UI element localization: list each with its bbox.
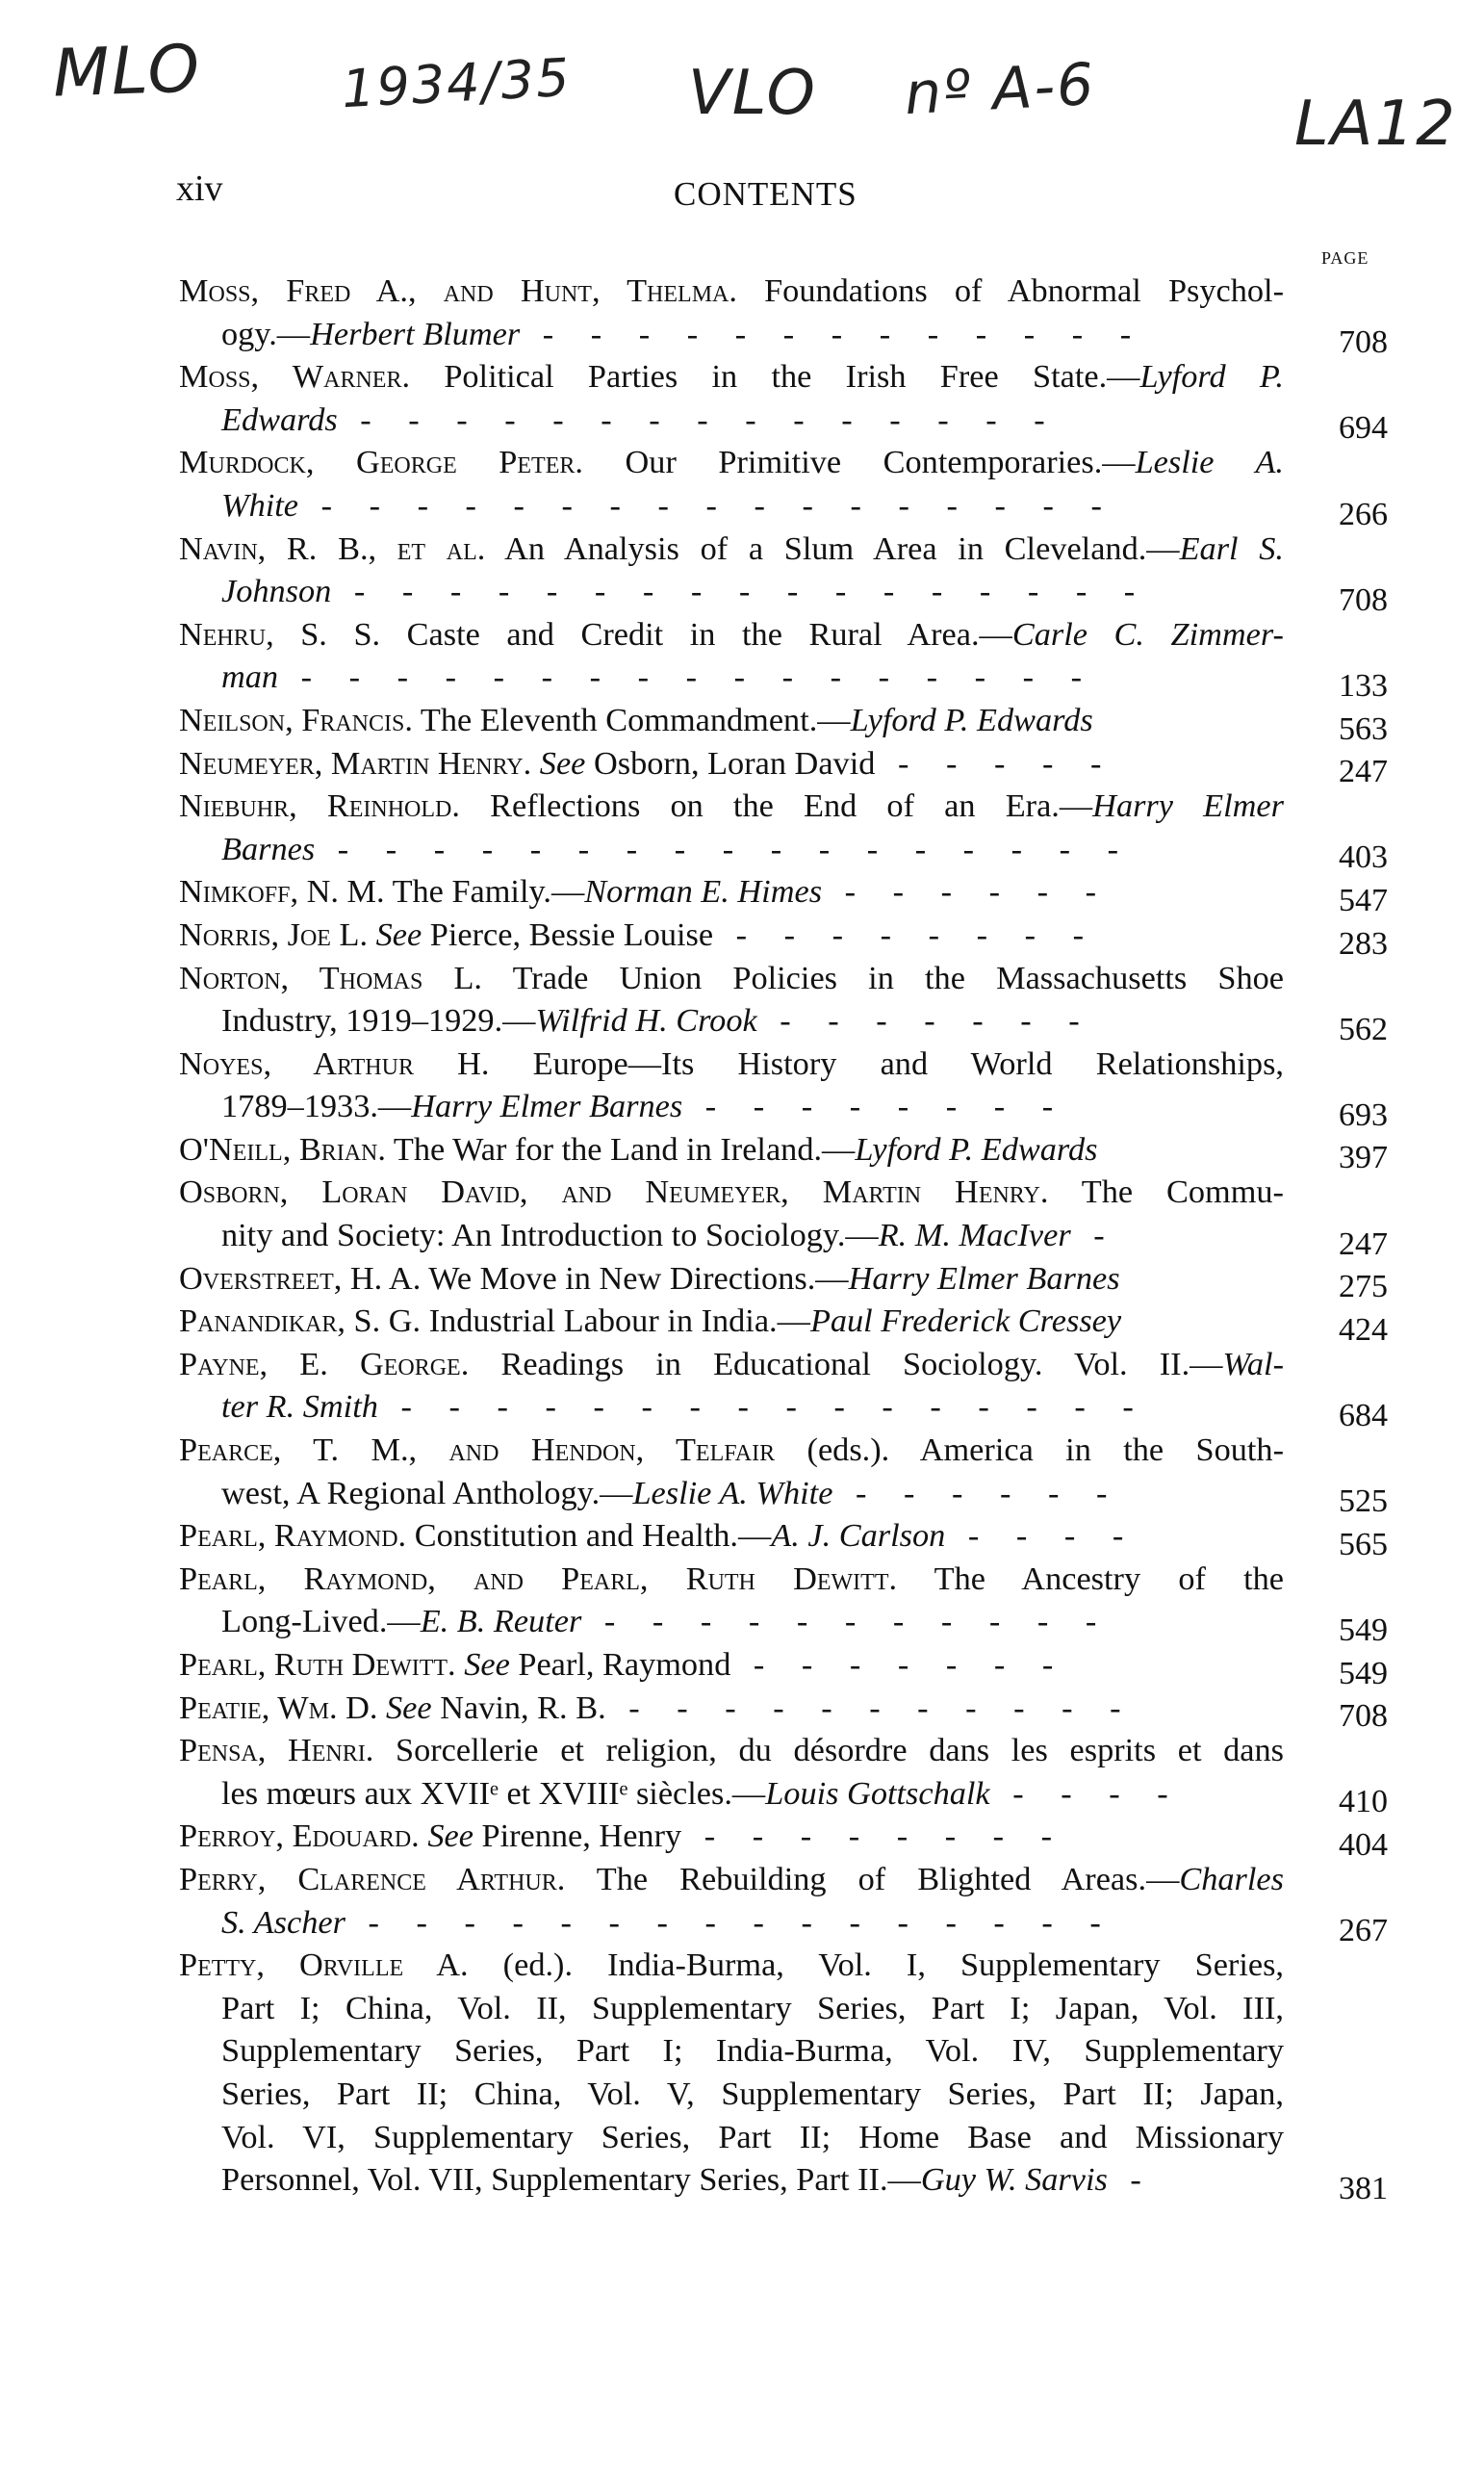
entry-page-number: 247 xyxy=(1339,1225,1388,1262)
entry-line xyxy=(179,1687,1284,1730)
entry-line xyxy=(179,957,1284,1000)
entry-author: Murdock, George Peter. xyxy=(179,444,583,481)
leader-dashes: - - - - - - - - - - - - - - - - - xyxy=(331,573,1150,610)
leader-dashes: - - - - - - - xyxy=(730,1646,1068,1683)
leader-dashes: - xyxy=(1070,1217,1119,1254)
entry-reviewer: See xyxy=(531,744,586,782)
entry-reviewer: Edwards xyxy=(221,400,338,438)
contents-entry xyxy=(179,742,1388,790)
contents-entry xyxy=(179,1815,1388,1863)
entry-line xyxy=(179,1987,1284,2030)
entry-author: Norris, Joe L. xyxy=(179,915,369,953)
entry-reviewer: Herbert Blumer xyxy=(310,315,521,352)
entry-title: Pierce, Bessie Louise xyxy=(422,915,714,953)
leader-dashes: - - - - - - - - - - - - - - - - xyxy=(377,1388,1148,1426)
entry-text xyxy=(179,270,1284,355)
entry-author: Nehru, S. S. xyxy=(179,615,381,653)
entry-text xyxy=(179,355,1284,441)
leader-dashes: - - - - - - - - xyxy=(681,1818,1067,1855)
entry-line xyxy=(179,1558,1284,1601)
entry-title: Vol. VI, Supplementary Series, Part II; Home Base and Missionary xyxy=(221,2118,1284,2155)
entry-line xyxy=(179,570,1284,613)
entry-reviewer: Paul Frederick Cressey xyxy=(809,1302,1122,1340)
entry-line xyxy=(179,999,1284,1043)
entry-title: Our Primitive Contemporaries.— xyxy=(582,444,1136,481)
entry-line xyxy=(179,1085,1284,1128)
entry-title: Pearl, Raymond xyxy=(509,1646,731,1683)
entry-reviewer: See xyxy=(368,915,422,953)
contents-entry xyxy=(179,870,1388,918)
entry-line xyxy=(179,1729,1284,1772)
entry-title: The War for the Land in Ireland.— xyxy=(385,1130,856,1168)
entry-page-number: 565 xyxy=(1339,1526,1388,1562)
entry-line xyxy=(179,1772,1284,1816)
entry-page-number: 563 xyxy=(1339,710,1388,747)
leader-dashes: - - - - - - - - - - - - - - - xyxy=(337,400,1060,438)
entry-title: Part I; China, Vol. II, Supplementary Series, Part I; Japan, Vol. III, xyxy=(221,1989,1284,2026)
entry-author: Pearl, Raymond. xyxy=(179,1517,407,1555)
entry-reviewer: Barnes xyxy=(221,830,316,867)
leader-dashes: - - - - xyxy=(989,1774,1183,1812)
entry-text xyxy=(179,699,1284,742)
entry-title: We Move in New Directions.— xyxy=(421,1259,849,1297)
entry-page-number: 547 xyxy=(1339,882,1388,918)
page-number: xiv xyxy=(176,168,223,209)
contents-entry xyxy=(179,1429,1388,1520)
entry-text xyxy=(179,1815,1284,1858)
contents-entry xyxy=(179,1171,1388,1262)
entry-title: Industrial Labour in India.— xyxy=(421,1302,810,1340)
entry-reviewer: Harry Elmer xyxy=(1092,787,1284,825)
entry-line xyxy=(179,914,1284,957)
entry-title: Osborn, Loran David xyxy=(585,744,876,782)
entry-title: The Ancestry of the xyxy=(897,1560,1284,1597)
entry-line xyxy=(179,1472,1284,1515)
contents-entry xyxy=(179,785,1388,876)
entry-reviewer: man xyxy=(221,658,279,696)
entry-title: nity and Society: An Introduction to Sociology.— xyxy=(221,1217,879,1254)
contents-entry xyxy=(179,1300,1388,1348)
entry-title: Europe—Its History and World Relationships, xyxy=(489,1044,1284,1082)
entry-text xyxy=(179,1300,1284,1343)
contents-entry xyxy=(179,914,1388,962)
leader-dashes: - - - - - - - - xyxy=(682,1088,1068,1125)
leader-dashes: - - - - - - xyxy=(832,1474,1122,1511)
leader-dashes: - - - - - - xyxy=(822,873,1112,911)
entry-reviewer: Louis Gottschalk xyxy=(765,1774,990,1812)
entry-text xyxy=(179,1343,1284,1429)
entry-line xyxy=(179,2158,1284,2202)
contents-entry xyxy=(179,1858,1388,1949)
entry-reviewer: Charles xyxy=(1179,1860,1284,1897)
entry-page-number: 693 xyxy=(1339,1096,1388,1133)
entry-reviewer: Lyford P. Edwards xyxy=(855,1130,1098,1168)
contents-entry xyxy=(179,699,1388,747)
leader-dashes: - - - - - - - - - - - xyxy=(581,1603,1112,1640)
entry-title: Pirenne, Henry xyxy=(473,1818,682,1855)
entry-text xyxy=(179,1128,1284,1172)
entry-line xyxy=(179,870,1284,914)
leader-dashes: - - - - - xyxy=(875,744,1116,782)
entry-line xyxy=(179,355,1284,399)
entry-page-number: 403 xyxy=(1339,839,1388,876)
entry-text xyxy=(179,1043,1284,1128)
page-column-label: PAGE xyxy=(1321,248,1369,268)
entry-author: Navin, R. B., et al. xyxy=(179,529,486,567)
handwritten-annotation: LA12 xyxy=(1294,89,1457,160)
entry-line xyxy=(179,2116,1284,2159)
entry-author: Moss, Warner. xyxy=(179,358,411,396)
entry-author: Pearl, Ruth Dewitt. xyxy=(179,1646,456,1683)
entry-reviewer: E. B. Reuter xyxy=(420,1603,582,1640)
entry-text xyxy=(179,1944,1284,2202)
entry-author: Perroy, Edouard. xyxy=(179,1818,420,1855)
entry-line xyxy=(179,484,1284,528)
entry-line xyxy=(179,1643,1284,1687)
entry-reviewer: Wilfrid H. Crook xyxy=(535,1002,757,1040)
entry-reviewer: Lyford P. xyxy=(1139,358,1285,396)
entry-title: Personnel, Vol. VII, Supplementary Series, Part II.— xyxy=(221,2161,921,2199)
entry-reviewer: Harry Elmer Barnes xyxy=(848,1259,1120,1297)
entry-page-number: 247 xyxy=(1339,754,1388,790)
entry-author: Norton, Thomas L. xyxy=(179,959,483,996)
entry-line xyxy=(179,699,1284,742)
entry-text xyxy=(179,1171,1284,1256)
contents-entry xyxy=(179,1944,1388,2206)
entry-author: Overstreet, H. A. xyxy=(179,1259,422,1297)
contents-entry xyxy=(179,1343,1388,1434)
entry-line xyxy=(179,528,1284,571)
entry-line xyxy=(179,1171,1284,1214)
entry-line xyxy=(179,1514,1284,1558)
entry-page-number: 708 xyxy=(1339,1698,1388,1735)
entry-text xyxy=(179,1687,1284,1730)
entry-line xyxy=(179,313,1284,356)
entry-reviewer: Norman E. Himes xyxy=(584,873,823,911)
entry-line xyxy=(179,1385,1284,1429)
entry-page-number: 267 xyxy=(1339,1913,1388,1949)
entry-text xyxy=(179,742,1284,786)
entry-reviewer: Leslie A. White xyxy=(632,1474,833,1511)
entry-page-number: 684 xyxy=(1339,1398,1388,1434)
entry-page-number: 381 xyxy=(1339,2170,1388,2206)
handwritten-annotation: VLO xyxy=(688,58,817,129)
leader-dashes: - - - - - - - - xyxy=(713,915,1099,953)
entry-title: Industry, 1919–1929.— xyxy=(221,1002,536,1040)
entry-title: Readings in Educational Sociology. Vol. II.— xyxy=(469,1345,1223,1382)
entry-line xyxy=(179,742,1284,786)
entry-reviewer: Carle C. Zimmer- xyxy=(1011,615,1284,653)
contents-entry xyxy=(179,957,1388,1047)
entry-line xyxy=(179,828,1284,871)
entry-title: 1789–1933.— xyxy=(221,1088,412,1125)
entry-title: Caste and Credit in the Rural Area.— xyxy=(380,615,1012,653)
handwritten-annotation: nº A-6 xyxy=(903,50,1097,129)
leader-dashes: - - - - - - - - - - - - - - - - - xyxy=(315,830,1134,867)
entry-line xyxy=(179,1815,1284,1858)
entry-author: Payne, E. George. xyxy=(179,1345,470,1382)
entry-title: Constitution and Health.— xyxy=(406,1517,772,1555)
entry-title: Sorcellerie et religion, du désordre dans les esprits et dans xyxy=(373,1732,1284,1769)
entry-title: ogy.— xyxy=(221,315,311,352)
entry-line xyxy=(179,785,1284,828)
entry-line xyxy=(179,1043,1284,1086)
entry-reviewer: Wal- xyxy=(1222,1345,1285,1382)
entry-page-number: 283 xyxy=(1339,925,1388,962)
entry-reviewer: A. J. Carlson xyxy=(771,1517,946,1555)
entry-author: Osborn, Loran David, and Neumeyer, Martin Henry. xyxy=(179,1173,1049,1211)
entry-page-number: 133 xyxy=(1339,667,1388,704)
entry-author: Noyes, Arthur H. xyxy=(179,1044,490,1082)
handwritten-annotation: 1934/35 xyxy=(340,46,573,120)
entry-page-number: 562 xyxy=(1339,1011,1388,1047)
entry-line xyxy=(179,1600,1284,1643)
entry-title: Trade Union Policies in the Massachusetts Shoe xyxy=(482,959,1284,996)
entry-author: Pearl, Raymond, and Pearl, Ruth Dewitt. xyxy=(179,1560,898,1597)
contents-entry xyxy=(179,1128,1388,1176)
contents-entry xyxy=(179,1687,1388,1735)
contents-entry xyxy=(179,1729,1388,1820)
entry-author: Moss, Fred A., and Hunt, Thelma. xyxy=(179,272,737,309)
entry-text xyxy=(179,441,1284,527)
leader-dashes: - - - - xyxy=(945,1517,1139,1555)
entry-text xyxy=(179,1858,1284,1944)
entry-text xyxy=(179,1729,1284,1815)
entry-line xyxy=(179,656,1284,699)
entry-line xyxy=(179,1429,1284,1472)
leader-dashes: - - - - - - - - - - - xyxy=(605,1689,1136,1726)
entry-text xyxy=(179,870,1284,914)
leader-dashes: - - - - - - - - - - - - - - - - - xyxy=(298,486,1116,524)
contents-entry xyxy=(179,528,1388,618)
entry-title: The Family.— xyxy=(384,873,585,911)
entry-line xyxy=(179,2073,1284,2116)
entry-reviewer: See xyxy=(377,1689,432,1726)
entry-line xyxy=(179,1300,1284,1343)
entry-title: Navin, R. B. xyxy=(431,1689,606,1726)
page-title: CONTENTS xyxy=(674,175,857,213)
entry-reviewer: Johnson xyxy=(221,573,332,610)
entry-author: Petty, Orville A. xyxy=(179,1946,469,1984)
entry-page-number: 266 xyxy=(1339,496,1388,532)
entry-author: Peatie, Wm. D. xyxy=(179,1689,378,1726)
entry-page-number: 397 xyxy=(1339,1140,1388,1176)
entry-reviewer: Leslie A. xyxy=(1135,444,1284,481)
entry-title: Long-Lived.— xyxy=(221,1603,421,1640)
entry-reviewer: Guy W. Sarvis xyxy=(920,2161,1108,2199)
entry-reviewer: See xyxy=(455,1646,510,1683)
entry-page-number: 410 xyxy=(1339,1784,1388,1820)
entry-line xyxy=(179,1944,1284,1987)
leader-dashes: - - - - - - - - - - - - - - - - - xyxy=(278,658,1096,696)
entry-reviewer: ter R. Smith xyxy=(221,1388,378,1426)
entry-title: les mœurs aux XVIIᵉ et XVIIIᵉ siècles.— xyxy=(221,1774,766,1812)
entry-page-number: 549 xyxy=(1339,1655,1388,1691)
entry-title: Political Parties in the Irish Free State.— xyxy=(410,358,1140,396)
entry-text xyxy=(179,1643,1284,1687)
entry-author: Nimkoff, N. M. xyxy=(179,873,385,911)
handwritten-annotation: MLO xyxy=(51,31,203,113)
entry-page-number: 708 xyxy=(1339,324,1388,361)
leader-dashes: - xyxy=(1107,2161,1156,2199)
entry-title: west, A Regional Anthology.— xyxy=(221,1474,633,1511)
entry-page-number: 708 xyxy=(1339,581,1388,618)
entry-line xyxy=(179,1858,1284,1901)
entry-text xyxy=(179,1257,1284,1301)
entry-author: Niebuhr, Reinhold. xyxy=(179,787,460,825)
contents-entry xyxy=(179,1514,1388,1562)
entry-title: Foundations of Abnormal Psychol- xyxy=(736,272,1284,309)
entry-reviewer: White xyxy=(221,486,298,524)
contents-entry xyxy=(179,270,1388,361)
entry-title: The Eleventh Commandment.— xyxy=(412,701,851,738)
entry-line xyxy=(179,399,1284,442)
entry-title: Supplementary Series, Part I; India-Burma, Vol. IV, Supplementary xyxy=(221,2032,1284,2070)
entry-reviewer: Earl S. xyxy=(1179,529,1284,567)
entry-title: Reflections on the End of an Era.— xyxy=(459,787,1093,825)
entry-line xyxy=(179,1343,1284,1386)
contents-entry xyxy=(179,1558,1388,1648)
entry-line xyxy=(179,270,1284,313)
entry-line xyxy=(179,441,1284,484)
entry-author: O'Neill, Brian. xyxy=(179,1130,386,1168)
entry-text xyxy=(179,613,1284,699)
entry-title: The Rebuilding of Blighted Areas.— xyxy=(565,1860,1180,1897)
entry-page-number: 424 xyxy=(1339,1311,1388,1348)
entry-title: (ed.). India-Burma, Vol. I, Supplementary Series, xyxy=(468,1946,1285,1984)
entry-page-number: 549 xyxy=(1339,1612,1388,1648)
entry-text xyxy=(179,914,1284,957)
entry-author: Pensa, Henri. xyxy=(179,1732,374,1769)
entry-reviewer: Lyford P. Edwards xyxy=(850,701,1093,738)
contents-entry xyxy=(179,441,1388,532)
entry-title: Series, Part II; China, Vol. V, Supplementary Series, Part II; Japan, xyxy=(221,2075,1284,2112)
entry-page-number: 404 xyxy=(1339,1826,1388,1863)
entry-text xyxy=(179,957,1284,1043)
entry-title: The Commu- xyxy=(1048,1173,1284,1211)
entry-author: Neumeyer, Martin Henry. xyxy=(179,744,532,782)
entry-line xyxy=(179,1214,1284,1257)
entry-line xyxy=(179,1128,1284,1172)
leader-dashes: - - - - - - - - - - - - - - - - xyxy=(345,1903,1115,1941)
entry-line xyxy=(179,2029,1284,2073)
entry-reviewer: S. Ascher xyxy=(221,1903,345,1941)
contents-entry xyxy=(179,613,1388,704)
contents-entry xyxy=(179,1043,1388,1133)
entry-line xyxy=(179,1901,1284,1945)
entry-text xyxy=(179,785,1284,870)
entry-title: An Analysis of a Slum Area in Cleveland.— xyxy=(485,529,1180,567)
entry-author: Perry, Clarence Arthur. xyxy=(179,1860,566,1897)
entry-line xyxy=(179,613,1284,657)
contents-entry xyxy=(179,1643,1388,1691)
entry-reviewer: Harry Elmer Barnes xyxy=(411,1088,683,1125)
entry-reviewer: See xyxy=(419,1818,473,1855)
entry-reviewer: R. M. MacIver xyxy=(878,1217,1071,1254)
entry-text xyxy=(179,528,1284,613)
entry-title: (eds.). America in the South- xyxy=(775,1431,1284,1469)
entry-page-number: 275 xyxy=(1339,1269,1388,1305)
leader-dashes: - - - - - - - - - - - - - xyxy=(520,315,1146,352)
leader-dashes: - - - - - - - xyxy=(756,1002,1094,1040)
entry-line xyxy=(179,1257,1284,1301)
entry-text xyxy=(179,1514,1284,1558)
contents-list xyxy=(179,270,1388,2206)
entry-text xyxy=(179,1558,1284,1643)
entry-page-number: 694 xyxy=(1339,410,1388,447)
entry-page-number: 525 xyxy=(1339,1483,1388,1520)
entry-text xyxy=(179,1429,1284,1514)
entry-author: Neilson, Francis. xyxy=(179,701,413,738)
entry-author: Panandikar, S. G. xyxy=(179,1302,422,1340)
contents-entry xyxy=(179,355,1388,447)
contents-entry xyxy=(179,1257,1388,1305)
entry-author: Pearce, T. M., and Hendon, Telfair xyxy=(179,1431,776,1469)
